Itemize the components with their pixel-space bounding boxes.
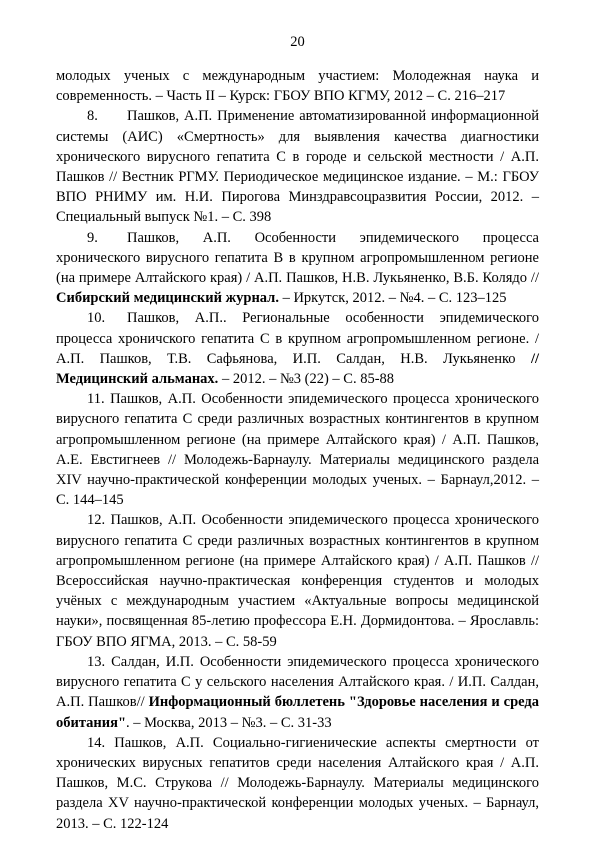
reference-text: Пашков, А.П. Особенности эпидемического процесса хронического вирусного гепатита С среди различных возрастных контингентов в крупном агропромышленном регионе (на примере Алтайского края) / А.П. Пашков // Всероссийская научно-практическая конференция студентов и молодых учёных с международным участием «Актуальные вопросы медицинской науки», посвященная 85-летию профессора Е.Н. Дормидонтова. – Ярославль: ГБОУ ВПО ЯГМА, 2013. – С. 58-59 xyxy=(56,512,540,650)
reference-number: 8. xyxy=(87,108,98,125)
reference-item-9 xyxy=(56,228,539,309)
reference-item-10 xyxy=(56,308,539,389)
page-number: 20 xyxy=(290,34,305,50)
reference-continuation: молодых ученых с международным участием: Молодежная наука и современность. – Часть II – Курск: ГБОУ ВПО КГМУ, 2012 – С. 216–217 xyxy=(56,68,539,105)
reference-item-12 xyxy=(56,510,539,651)
reference-item-13 xyxy=(56,652,539,733)
reference-number: 14. xyxy=(87,734,106,751)
reference-number: 12. xyxy=(87,512,106,529)
reference-item-8 xyxy=(56,106,539,227)
reference-list xyxy=(56,66,539,834)
reference-text: . – Москва, 2013 – №3. – С. 31-33 xyxy=(126,714,332,731)
reference-text: – Иркутск, 2012. – №4. – С. 123–125 xyxy=(278,290,507,307)
journal-title: Сибирский медицинский журнал. xyxy=(56,290,279,307)
reference-text: Салдан, И.П. Особенности эпидемического процесса хронического вирусного гепатита С у сельского населения Алтайского края. / И.П. Салдан, А.П. Пашков// xyxy=(56,653,539,711)
reference-item-11 xyxy=(56,389,539,510)
reference-number: 13. xyxy=(87,653,106,670)
reference-text: Пашков, А.П. Особенности эпидемического процесса хронического вирусного гепатита С среди различных возрастных контингентов в крупном агропромышленном регионе (на примере Алтайского края) / А.П. Пашков, А.Е. Евстигнеев // Молодежь-Барнаулу. Материалы медицинского раздела XIV научно-практической конференции молодых ученых. – Барнаул,2012. – С. 144–145 xyxy=(56,391,540,509)
reference-text: Пашков, А.П. Социально-гигиенические аспекты смертности от хронических вирусных гепатитов среди населения Алтайского края / А.П. Пашков, М.С. Струкова // Молодежь-Барнаулу. Материалы медицинского раздела XV научно-практической конференции молодых ученых. – Барнаул, 2013. – С. 122-124 xyxy=(56,734,539,832)
reference-text: Пашков, А.П. Особенности эпидемического процесса хронического вирусного гепатита В в крупном агропромышленном регионе (на примере Алтайского края) / А.П. Пашков, Н.В. Лукьяненко, В.Б. Колядо // xyxy=(56,229,539,287)
journal-title: Информационный бюллетень "Здоровье населения и среда обитания" xyxy=(56,694,539,731)
reference-text: Пашков, А.П.. Региональные особенности эпидемического процесса хроничского гепатита С в крупном агропромышленном регионе. / А.П. Пашков, Т.В. Сафьянова, И.П. Салдан, Н.В. Лукьяненко xyxy=(56,310,539,367)
reference-text: Пашков, А.П. Применение автоматизированной информационной системы (АИС) «Смертность» для выявления качества диагностики хронического вирусного гепатита С в городе и сельской местности / А.П. Пашков // Вестник РГМУ. Периодическое медицинское издание. – М.: ГБОУ ВПО РНИМУ им. Н.И. Пирогова Минздравсоцразвития России, 2012. – Специальный выпуск №1. – С. 398 xyxy=(56,108,539,226)
journal-title: // Медицинский альманах. xyxy=(56,350,539,388)
reference-text: – 2012. – №3 (22) – С. 85-88 xyxy=(218,371,395,388)
reference-item-14 xyxy=(56,733,539,834)
reference-number: 9. xyxy=(87,229,98,246)
reference-number: 11. xyxy=(87,391,105,408)
reference-number: 10. xyxy=(87,310,106,327)
